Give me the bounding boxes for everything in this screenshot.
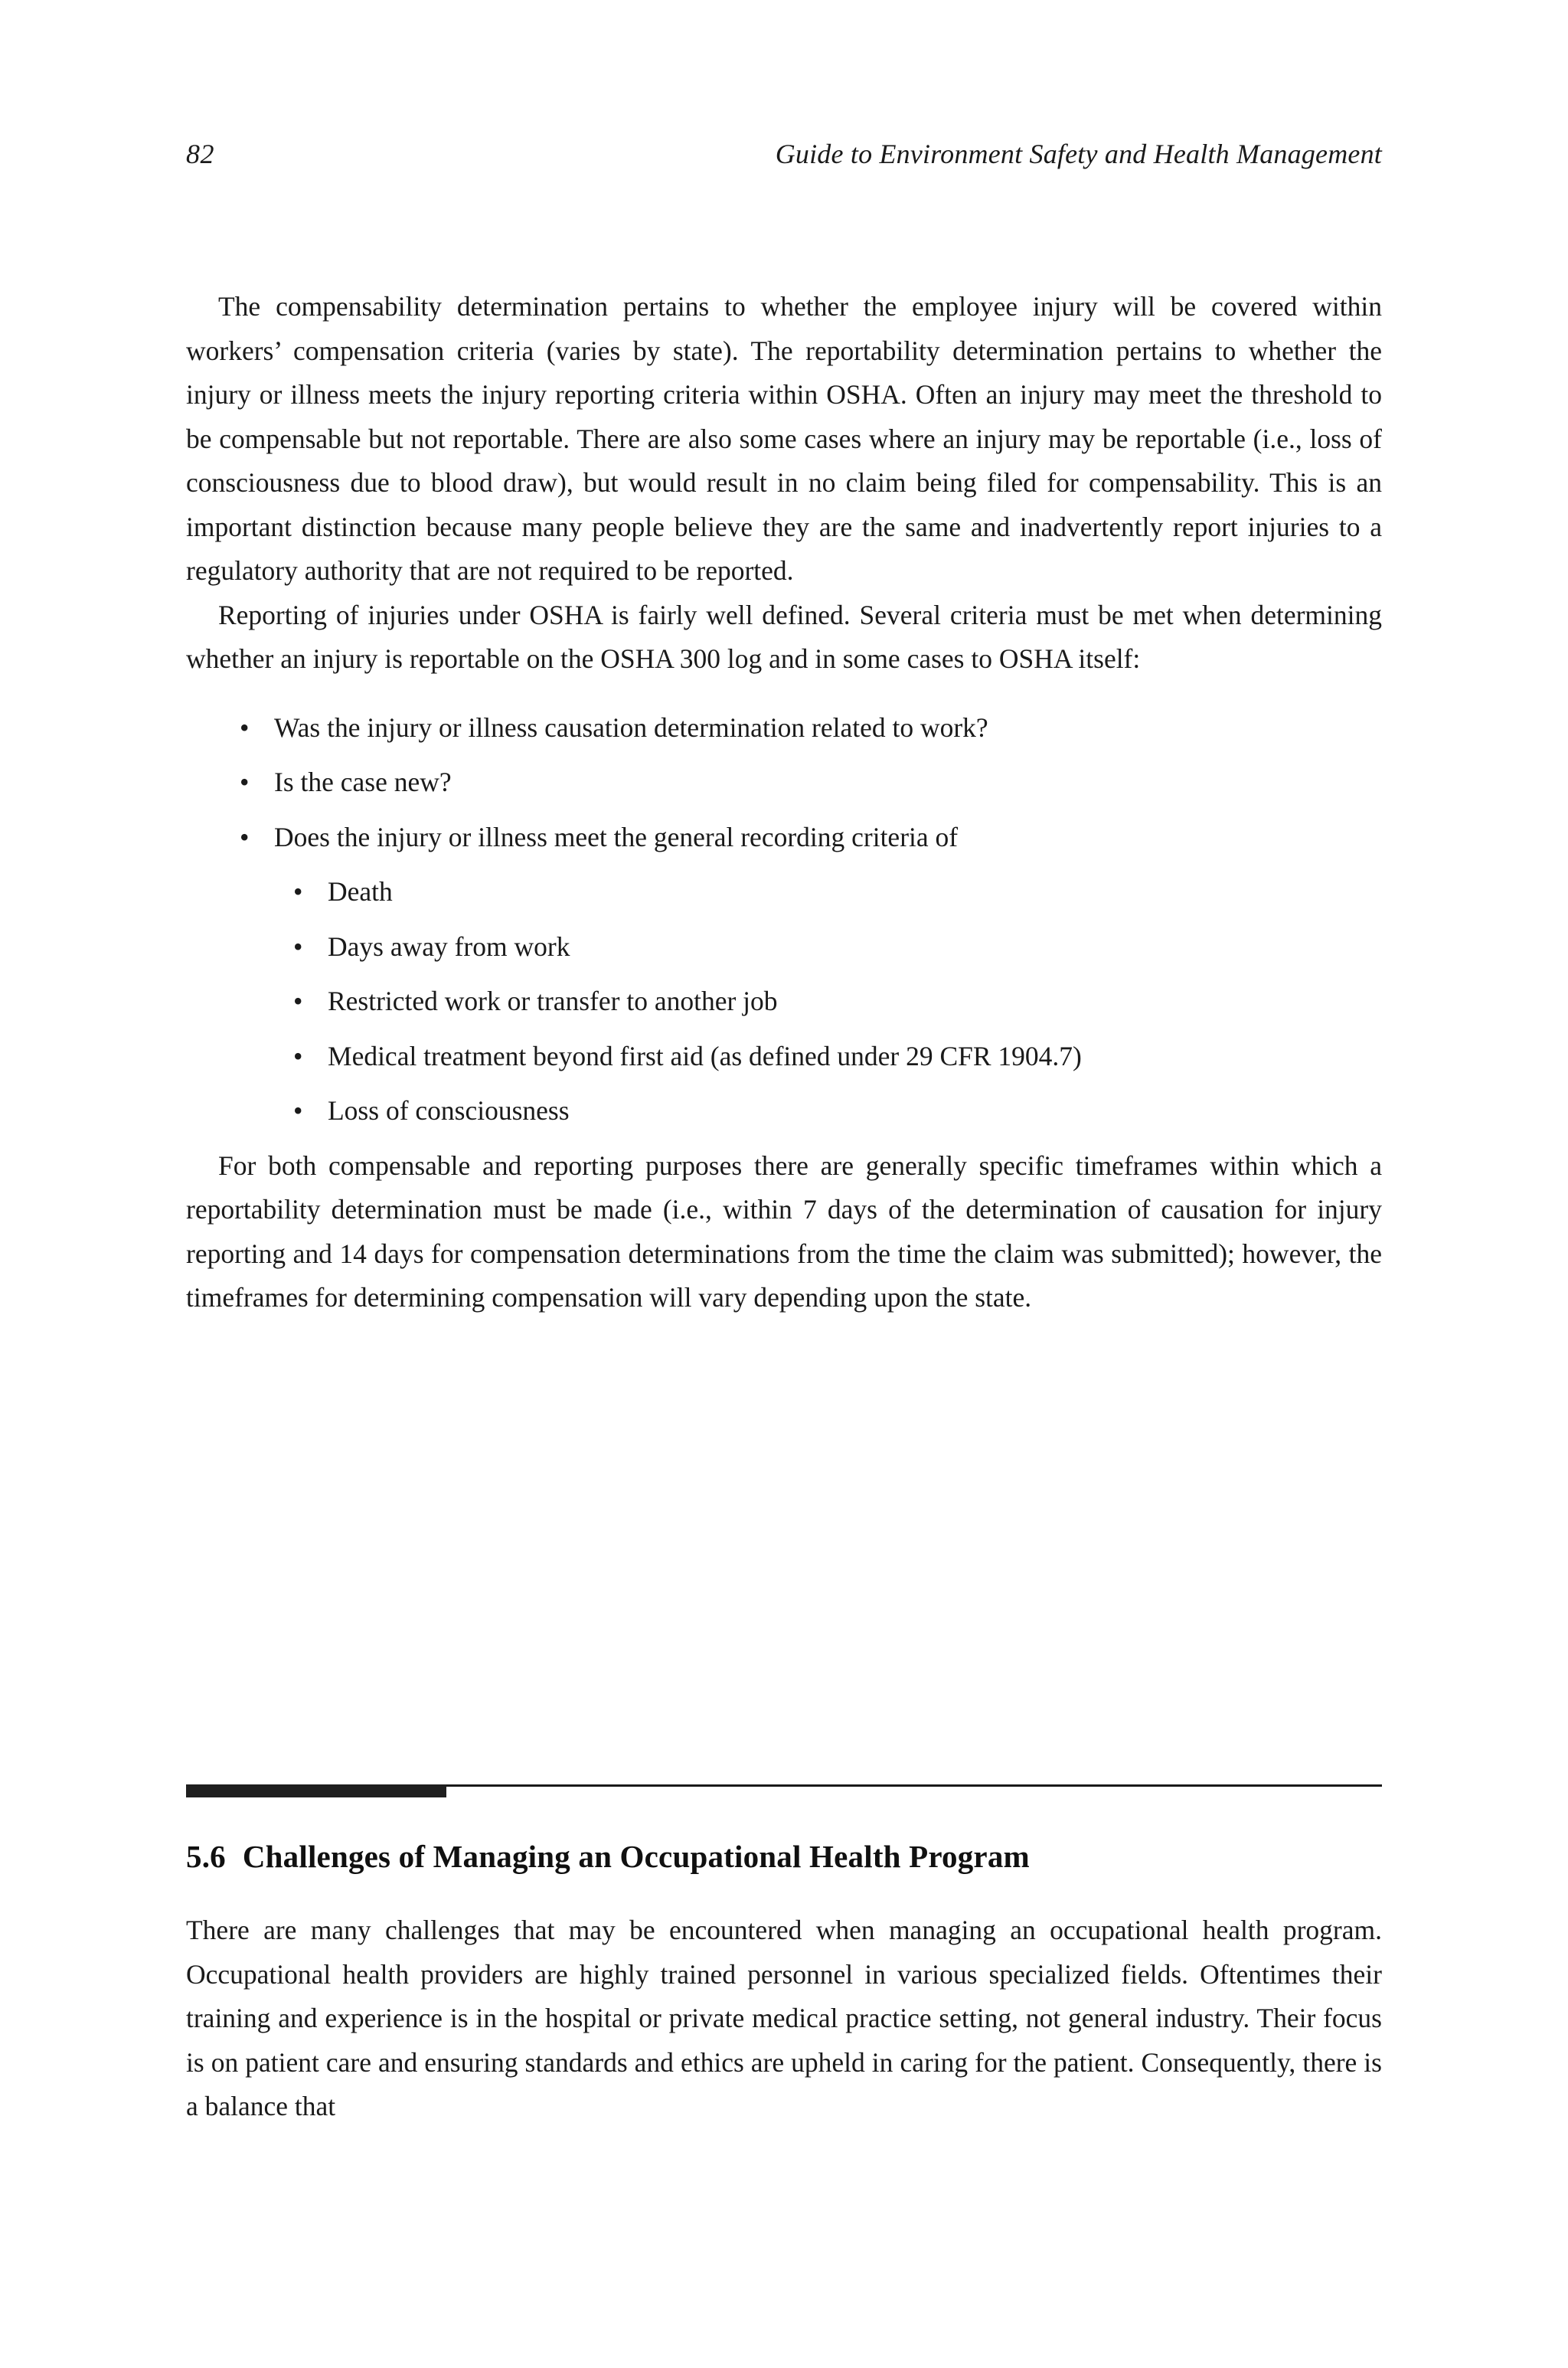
list-item	[274, 980, 1382, 1024]
list-item-label: Days away from work	[328, 931, 570, 962]
general-recording-criteria-sublist	[274, 870, 1382, 1133]
list-item	[186, 760, 1382, 805]
section-body	[186, 1908, 1382, 2129]
running-head-title: Guide to Environment Safety and Health Management	[775, 139, 1382, 169]
bullet-icon: •	[293, 1040, 303, 1071]
paragraph-challenges: There are many challenges that may be encountered when managing an occupational health program. Occupational health providers are highly trained personnel in various specialized fields. Oftentimes their training and experience is in the hospital or private medical practice setting, not general industry. Their focus is on patient care and ensuring standards and ethics are upheld in caring for the patient. Consequently, there is a balance that	[186, 1915, 1382, 2121]
list-item-label: Was the injury or illness causation determination related to work?	[274, 711, 988, 743]
list-item-label: Death	[328, 876, 393, 907]
bullet-icon: •	[293, 876, 303, 907]
bullet-icon: •	[240, 711, 250, 743]
bullet-icon: •	[240, 821, 250, 852]
paragraph-timeframes: For both compensable and reporting purposes there are generally specific timeframes within which a reportability determination must be made (i.e., within 7 days of the determination of causation for injury reporting and 14 days for compensation determinations from the time the claim was submitted); however, the timeframes for determining compensation will vary depending upon the state.	[186, 1150, 1382, 1313]
section-title: Challenges of Managing an Occupational Health Program	[242, 1839, 1030, 1874]
section-heading	[186, 1837, 1382, 1876]
bullet-icon: •	[240, 767, 250, 797]
bullet-icon: •	[293, 931, 303, 962]
paragraph-reporting-criteria: Reporting of injuries under OSHA is fairly well defined. Several criteria must be met when determining whether an injury is reportable on the OSHA 300 log and in some cases to OSHA itself:	[186, 599, 1382, 674]
list-item-label: Medical treatment beyond first aid (as defined under 29 CFR 1904.7)	[328, 1040, 1082, 1071]
list-item	[186, 706, 1382, 751]
list-item	[186, 816, 1382, 1133]
section-number: 5.6	[186, 1839, 226, 1874]
list-item-label: Does the injury or illness meet the general recording criteria of	[274, 821, 959, 852]
page-content	[186, 285, 1382, 1320]
list-item-label: Restricted work or transfer to another job	[328, 986, 778, 1016]
running-head	[186, 138, 1382, 181]
divider-thick-bar	[186, 1784, 446, 1797]
recording-criteria-list	[186, 706, 1382, 1133]
list-item	[274, 1035, 1271, 1079]
list-item-label: Loss of consciousness	[328, 1095, 570, 1126]
bullet-icon: •	[293, 1095, 303, 1126]
list-item	[274, 925, 1382, 970]
list-item-label: Is the case new?	[274, 767, 452, 797]
bullet-icon: •	[293, 986, 303, 1016]
section-divider	[186, 1784, 1382, 1800]
list-item	[274, 1089, 1382, 1133]
paragraph-compensability: The compensability determination pertains to whether the employee injury will be covered within workers’ compensation criteria (varies by state). The reportability determination pertains to whether the injury or illness meets the injury reporting criteria within OSHA. Often an injury may meet the threshold to be compensable but not reportable. There are also some cases where an injury may be reportable (i.e., loss of consciousness due to blood draw), but would result in no claim being filed for compensability. This is an important distinction because many people believe they are the same and inadvertently report injuries to a regulatory authority that are not required to be reported.	[186, 291, 1382, 586]
page-number: 82	[186, 139, 214, 169]
list-item	[274, 870, 1382, 914]
